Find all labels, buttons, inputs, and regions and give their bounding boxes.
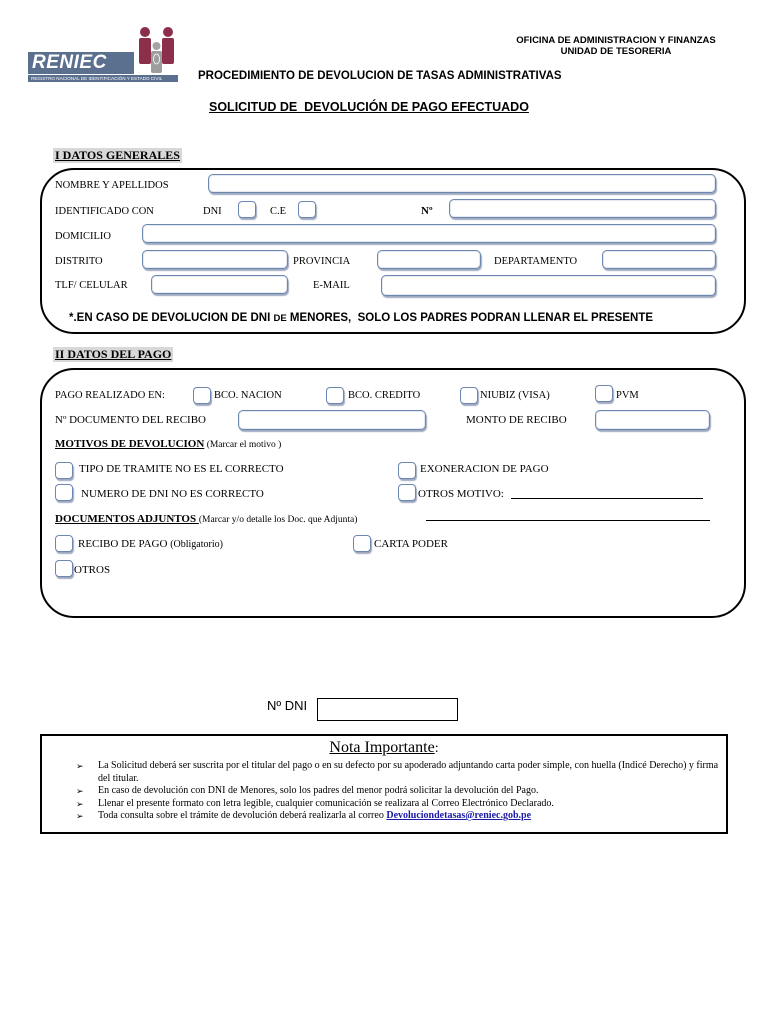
- note-text: Toda consulta sobre el trámite de devolución deberá realizarla al correo: [98, 810, 387, 821]
- bco-credito-label: BCO. CREDITO: [348, 390, 421, 401]
- reason-wrong-dni-label: NUMERO DE DNI NO ES CORRECTO: [81, 488, 264, 500]
- reniec-logo: [26, 26, 180, 86]
- notice-asterisk: *.: [69, 312, 77, 324]
- doc-power-label: CARTA PODER: [374, 538, 448, 550]
- bco-nacion-checkbox[interactable]: [193, 387, 211, 404]
- doc-receipt-hint: (Obligatorio): [170, 539, 223, 550]
- reason-wrong-procedure-checkbox[interactable]: [55, 462, 73, 479]
- office-heading: [486, 35, 746, 57]
- family-icon: [134, 26, 180, 76]
- reason-exoneration-checkbox[interactable]: [398, 462, 416, 479]
- address-label: DOMICILIO: [55, 231, 111, 242]
- dni-label: Nº DNI: [267, 698, 308, 713]
- note-text: La Solicitud deberá ser suscrita por el titular del pago o en su defecto por su apoderado adjuntando carta poder simple, con huella (Indicé Derecho) y firma del titular.: [98, 760, 719, 784]
- important-note-box: [40, 734, 728, 834]
- paid-at-label: PAGO REALIZADO EN:: [55, 390, 165, 401]
- section-general-title: I DATOS GENERALES: [55, 148, 180, 162]
- office-name: OFICINA DE ADMINISTRACION Y FINANZAS: [516, 35, 716, 46]
- doc-receipt-label: [78, 538, 223, 550]
- id-number-label: Nº: [421, 205, 433, 217]
- note-list: [76, 760, 726, 823]
- reason-exoneration-label: EXONERACION DE PAGO: [420, 463, 549, 475]
- niubiz-label: NIUBIZ (VISA): [480, 390, 550, 401]
- reason-other-label: OTROS MOTIVO:: [418, 488, 504, 500]
- note-title: Nota Importante: [329, 739, 435, 756]
- reasons-hint: (Marcar el motivo ): [204, 440, 282, 450]
- logo-subtitle: REGISTRO NACIONAL DE IDENTIFICACIÓN Y ESTADO CIVIL: [28, 75, 178, 82]
- address-field[interactable]: [142, 224, 716, 243]
- docs-heading: [55, 513, 357, 525]
- note-colon: :: [434, 741, 439, 756]
- amount-field[interactable]: [595, 410, 710, 430]
- reasons-title: MOTIVOS DE DEVOLUCION: [55, 438, 205, 450]
- phone-field[interactable]: [151, 275, 288, 294]
- dni-field[interactable]: [317, 698, 458, 721]
- reason-other-checkbox[interactable]: [398, 484, 416, 501]
- id-type-label: IDENTIFICADO CON: [55, 206, 154, 217]
- id-number-field[interactable]: [449, 199, 716, 218]
- arrow-bullet-icon: ➢: [76, 798, 84, 809]
- arrow-bullet-icon: ➢: [76, 786, 84, 796]
- note-item: [76, 785, 726, 798]
- notice-text-2: MENORES, SOLO LOS PADRES PODRAN LLENAR EL PRESENTE: [286, 312, 654, 324]
- notice-text-de: DE: [273, 313, 287, 324]
- procedure-title: PROCEDIMIENTO DE DEVOLUCION DE TASAS ADMINISTRATIVAS: [198, 70, 562, 82]
- note-heading: [42, 739, 726, 757]
- department-field[interactable]: [602, 250, 716, 269]
- minors-notice: [69, 312, 653, 324]
- doc-other-label: OTROS: [74, 564, 111, 576]
- amount-label: MONTO DE RECIBO: [466, 414, 567, 426]
- note-text: Llenar el presente formato con letra legible, cualquier comunicación se realizara al Correo Electrónico Declarado.: [98, 797, 554, 809]
- unit-name: UNIDAD DE TESORERIA: [560, 46, 672, 57]
- reason-other-line[interactable]: [511, 498, 703, 499]
- docs-detail-line[interactable]: [426, 520, 710, 521]
- doc-receipt-checkbox[interactable]: [55, 535, 73, 552]
- docs-hint: (Marcar y/o detalle los Doc. que Adjunta): [198, 515, 358, 525]
- district-field[interactable]: [142, 250, 288, 269]
- email-field[interactable]: [381, 275, 716, 296]
- email-label: E-MAIL: [313, 280, 350, 291]
- bco-credito-checkbox[interactable]: [326, 387, 344, 404]
- province-field[interactable]: [377, 250, 481, 269]
- note-item: [76, 760, 726, 785]
- district-label: DISTRITO: [55, 256, 103, 267]
- pvm-checkbox[interactable]: [595, 385, 613, 402]
- department-label: DEPARTAMENTO: [494, 256, 578, 267]
- province-label: PROVINCIA: [293, 256, 351, 267]
- phone-label: TLF/ CELULAR: [55, 280, 128, 291]
- reason-wrong-dni-checkbox[interactable]: [55, 484, 73, 501]
- notice-text-1: EN CASO DE DEVOLUCION DE DNI: [76, 312, 274, 324]
- arrow-bullet-icon: ➢: [76, 811, 84, 821]
- reasons-heading: [55, 438, 281, 450]
- name-label: NOMBRE Y APELLIDOS: [55, 180, 169, 191]
- note-text: En caso de devolución con DNI de Menores, solo los padres del menor podrá solicitar la devolución del Pago.: [98, 785, 539, 796]
- section-payment-title: II DATOS DEL PAGO: [55, 347, 172, 361]
- arrow-bullet-icon: ➢: [76, 761, 84, 771]
- reason-wrong-procedure-label: TIPO DE TRAMITE NO ES EL CORRECTO: [79, 463, 284, 475]
- note-item: [76, 798, 726, 811]
- doc-other-checkbox[interactable]: [55, 560, 73, 577]
- receipt-number-field[interactable]: [238, 410, 426, 430]
- bco-nacion-label: BCO. NACION: [214, 390, 282, 401]
- doc-power-checkbox[interactable]: [353, 535, 371, 552]
- ce-checkbox[interactable]: [298, 201, 316, 218]
- contact-email-link[interactable]: Devoluciondetasas@reniec.gob.pe: [386, 810, 532, 821]
- dni-checkbox[interactable]: [238, 201, 256, 218]
- docs-title: DOCUMENTOS ADJUNTOS: [55, 513, 199, 525]
- note-item: [76, 810, 726, 823]
- niubiz-checkbox[interactable]: [460, 387, 478, 404]
- dni-option-label: DNI: [203, 206, 222, 217]
- ce-option-label: C.E: [270, 206, 287, 217]
- form-title: SOLICITUD DE DEVOLUCIÓN DE PAGO EFECTUADO: [209, 100, 529, 114]
- logo-wordmark: RENIEC: [28, 52, 134, 74]
- doc-receipt-text: RECIBO DE PAGO: [78, 538, 171, 550]
- name-field[interactable]: [208, 174, 716, 193]
- pvm-label: PVM: [616, 390, 639, 401]
- receipt-number-label: Nº DOCUMENTO DEL RECIBO: [55, 414, 206, 426]
